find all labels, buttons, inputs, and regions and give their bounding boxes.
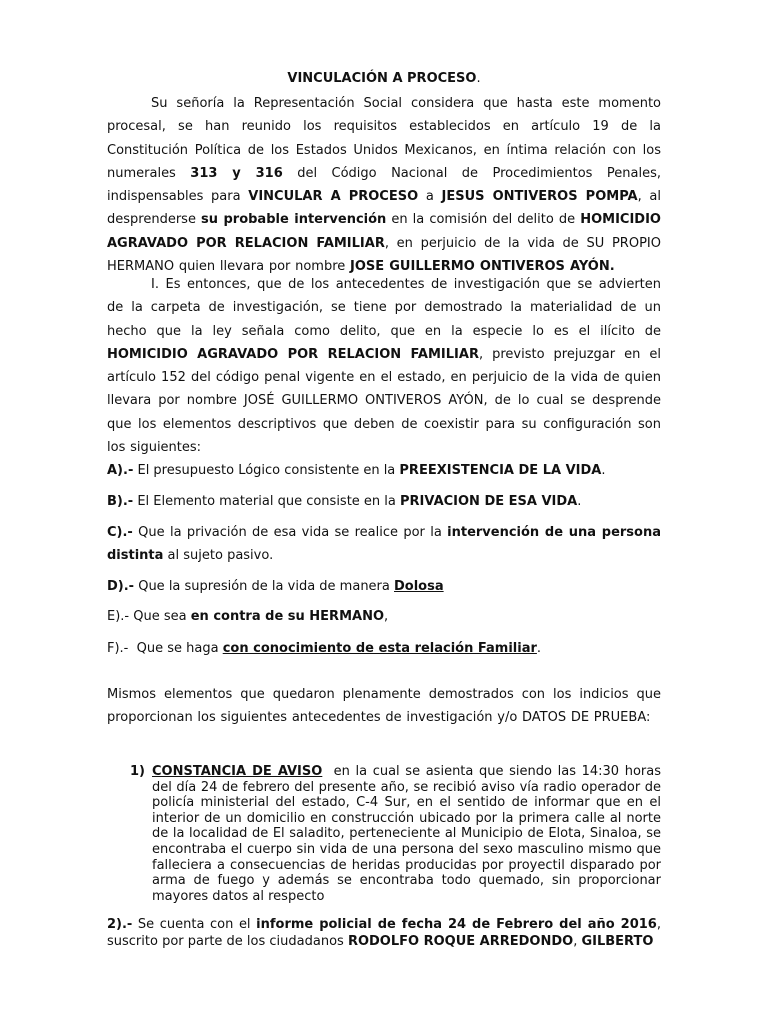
p1-victim-name: JOSE GUILLERMO ONTIVEROS AYÓN. (350, 259, 615, 275)
element-a-text: El presupuesto Lógico consistente en la (133, 463, 400, 478)
element-d (107, 575, 661, 598)
element-b (107, 490, 661, 513)
item2-officer-2: GILBERTO (581, 933, 654, 949)
p1-accused-name: JESUS ONTIVEROS POMPA (441, 189, 638, 205)
element-d-label: D).- (107, 579, 135, 594)
element-e-bold: en contra de su HERMANO (190, 609, 384, 624)
document-title (107, 71, 661, 87)
element-b-bold: PRIVACION DE ESA VIDA (400, 494, 578, 509)
element-a (107, 459, 661, 482)
p1-text-a: Su señoría la Representación Social considera que hasta este momento procesal, se han reunido los requisitos establecidos en artículo 19 de la Constitución Política de los Estados Unidos Mexicanos, en íntima relación con los numerales (107, 96, 661, 181)
element-c-bold: intervención de una persona distinta (107, 525, 661, 564)
p1-text-g: , en perjuicio de la vida de SU PROPIO HERMANO quien llevara por nombre (107, 235, 661, 275)
element-e-end: , (384, 609, 389, 624)
item2-report: informe policial de fecha 24 de Febrero del año 2016 (256, 917, 657, 932)
p1-crime: HOMICIDIO AGRAVADO POR RELACION FAMILIAR (107, 212, 661, 251)
p1-vincular: VINCULAR A PROCESO (248, 189, 419, 205)
item2-text-2: , suscrito por parte de los ciudadanos (107, 917, 661, 949)
p1-articles: 313 y 316 (190, 165, 283, 181)
item1-body (152, 764, 666, 904)
p1-probable-intervention: su probable intervención (201, 212, 387, 228)
title-text: VINCULACIÓN A PROCESO (287, 71, 477, 86)
element-d-text: Que la supresión de la vida de manera (134, 579, 394, 594)
element-a-end: . (601, 463, 606, 478)
element-d-bold: Dolosa (394, 579, 444, 594)
item2-text-3: , (573, 933, 582, 949)
item1-number: 1) (130, 764, 145, 779)
element-c-end: al sujeto pasivo. (163, 548, 274, 564)
element-b-text: El Elemento material que consiste en la (133, 494, 401, 509)
element-e-label: E).- (107, 609, 130, 624)
element-a-bold: PREEXISTENCIA DE LA VIDA (399, 463, 602, 478)
element-c-label: C).- (107, 525, 133, 540)
element-b-end: . (577, 494, 582, 509)
element-e (107, 605, 661, 628)
paragraph-datos-prueba (107, 683, 661, 730)
p1-text-c: del Código Nacional de Procedimientos Penales, indispensables para (107, 165, 661, 205)
element-f-bold: con conocimiento de esta relación Familiar (222, 641, 537, 656)
element-b-label: B).- (107, 494, 134, 509)
element-c-text: Que la privación de esa vida se realice por la (132, 525, 448, 540)
item1-heading: CONSTANCIA DE AVISO (152, 764, 323, 779)
element-f (107, 637, 661, 660)
p3-text: Mismos elementos que quedaron plenamente demostrados con los indicios que proporcionan los siguientes antecedentes de investigación y/o DATOS DE PRUEBA: (107, 687, 661, 726)
item2-number: 2).- (107, 917, 133, 932)
paragraph-vinculacion (107, 92, 661, 278)
p1-text-f: en la comisión del delito de (386, 212, 581, 228)
element-e-text: Que sea (129, 609, 191, 624)
element-f-label: F).- (107, 641, 129, 656)
element-f-text: Que se haga (128, 641, 223, 656)
p2-crime: HOMICIDIO AGRAVADO POR RELACION FAMILIAR (107, 346, 479, 362)
p1-text-d: a (418, 189, 442, 205)
p1-text-e: , al desprenderse (107, 189, 661, 228)
item1-text: en la cual se asienta que siendo las 14:30 horas del día 24 de febrero del presente año, se recibió aviso vía radio operador de policía ministerial del estado, C-4 Sur, en el sentido de informar que en el interior de un domicilio en construcción ubicado por la primera calle al norte de la localidad de El saladito, perteneciente al Municipio de Elota, Sinaloa, se encontraba el cuerpo sin vida de una persona del sexo masculino mismo que falleciera a consecuencias de heridas producidas por proyectil disparado por arma de fuego y además se encontraba todo quemado, sin proporcionar mayores datos al respecto (152, 764, 666, 904)
element-c (107, 521, 661, 568)
evidence-item-2 (107, 917, 661, 950)
title-period: . (476, 71, 481, 86)
p2-text-c: , previsto prejuzgar en el artículo 152 del código penal vigente en el estado, en perjuicio de la vida de quien llevara por nombre JOSÉ GUILLERMO ONTIVEROS AYÓN, de lo cual se desprende que los elementos descriptivos que deben de coexistir para su configuración son los siguientes: (107, 346, 661, 456)
element-f-end: . (536, 641, 542, 656)
element-a-label: A).- (107, 463, 134, 478)
item2-officer-1: RODOLFO ROQUE ARREDONDO (347, 933, 574, 949)
p2-text-a: I. Es entonces, que de los antecedentes de investigación que se advierten de la carpeta de investigación, se tiene por demostrado la materialidad de un hecho que la ley señala como delito, que en la especie lo es el ilícito de (107, 277, 661, 339)
item2-text-1: Se cuenta con el (132, 917, 257, 932)
paragraph-antecedentes (107, 273, 661, 459)
